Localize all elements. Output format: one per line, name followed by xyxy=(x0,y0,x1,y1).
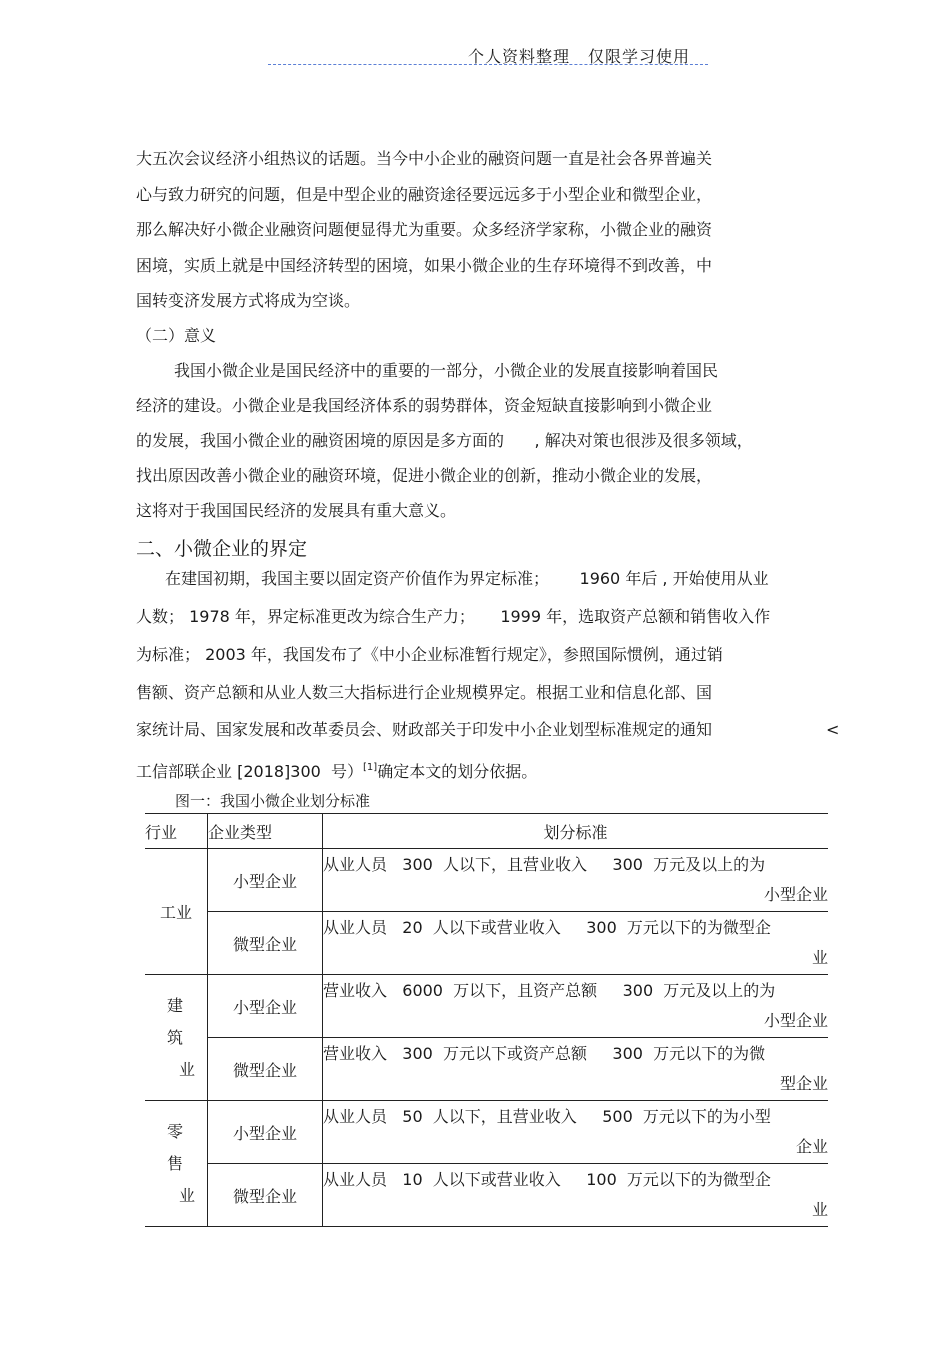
paragraph-line: 经济的建设。小微企业是我国经济体系的弱势群体，资金短缺直接影响到小微企业 xyxy=(136,396,713,415)
standard-line: 从业人员 20 人以下或营业收入 300 万元以下的为微型企 xyxy=(323,918,771,937)
standard-line: 从业人员 10 人以下或营业收入 100 万元以下的为微型企 xyxy=(323,1170,771,1189)
industry-text: 业 xyxy=(178,1185,203,1205)
header-dashed-rule xyxy=(268,64,708,65)
table-caption: 图一：我国小微企业划分标准 xyxy=(175,792,371,810)
table-row xyxy=(145,1101,828,1164)
type-cell: 微型企业 xyxy=(208,912,323,975)
paragraph-line: 国转变济发展方式将成为空谈。 xyxy=(136,291,361,310)
paragraph-line: 困境，实质上就是中国经济转型的困境，如果小微企业的生存环境得不到改善，中 xyxy=(136,256,713,275)
paragraph-line: 为标准； 2003 年，我国发布了《中小企业标准暂行规定》，参照国际惯例，通过销 xyxy=(136,645,723,664)
standard-cell xyxy=(323,1038,829,1101)
table-row xyxy=(145,1038,828,1101)
type-cell: 小型企业 xyxy=(208,975,323,1038)
standard-line: 从业人员 50 人以下，且营业收入 500 万元以下的为小型 xyxy=(323,1107,771,1126)
standard-line: 型企业 xyxy=(779,1074,828,1093)
industry-cell xyxy=(145,1101,208,1227)
citation-ref: [1] xyxy=(363,762,378,773)
table-row xyxy=(145,975,828,1038)
industry-text: 建 筑 xyxy=(166,995,191,1047)
standard-line: 营业收入 300 万元以下或资产总额 300 万元以下的为微 xyxy=(323,1044,766,1063)
paragraph-line-last xyxy=(136,758,537,782)
header-industry: 行业 xyxy=(145,814,208,849)
industry-text: 零 售 xyxy=(166,1121,191,1173)
standard-cell xyxy=(323,912,829,975)
section-heading: 二、小微企业的界定 xyxy=(136,538,308,560)
industry-cell xyxy=(145,975,208,1101)
paragraph-line: 在建国初期，我国主要以固定资产价值作为界定标准； 1960 年后 , 开始使用从业 xyxy=(165,569,769,588)
paragraph-line: 家统计局、国家发展和改革委员会、财政部关于印发中小企业划型标准规定的通知 xyxy=(136,720,713,739)
type-cell: 微型企业 xyxy=(208,1164,323,1227)
industry-text: 业 xyxy=(178,1059,203,1079)
classification-table xyxy=(145,813,828,1227)
standard-line: 小型企业 xyxy=(763,885,828,904)
paragraph-text: 确定本文的划分依据。 xyxy=(377,762,538,781)
standard-cell xyxy=(323,1101,829,1164)
table-header-row xyxy=(145,814,828,849)
header-standard: 划分标准 xyxy=(323,814,829,849)
header-enterprise-type: 企业类型 xyxy=(208,814,323,849)
header-left-text: 个人资料整理 xyxy=(468,47,571,66)
type-cell: 小型企业 xyxy=(208,849,323,912)
paragraph-line: 售额、资产总额和从业人数三大指标进行企业规模界定。根据工业和信息化部、国 xyxy=(136,683,713,702)
paragraph-line: 心与致力研究的问题，但是中型企业的融资途径要远远多于小型企业和微型企业， xyxy=(136,185,713,204)
paragraph-tail-mark: < xyxy=(826,720,840,739)
standard-line: 企业 xyxy=(795,1137,828,1156)
subheading-significance: （二）意义 xyxy=(136,326,217,345)
paragraph-line: 大五次会议经济小组热议的话题。当今中小企业的融资问题一直是社会各界普遍关 xyxy=(136,149,713,168)
standard-line: 小型企业 xyxy=(763,1011,828,1030)
standard-cell xyxy=(323,849,829,912)
table-row xyxy=(145,849,828,912)
standard-line: 业 xyxy=(811,1200,828,1219)
paragraph-line: 的发展，我国小微企业的融资困境的原因是多方面的 , 解决对策也很涉及很多领域， xyxy=(136,431,753,450)
table-row xyxy=(145,1164,828,1227)
standard-line: 营业收入 6000 万以下，且资产总额 300 万元及以上的为 xyxy=(323,981,776,1000)
standard-line: 从业人员 300 人以下，且营业收入 300 万元及以上的为 xyxy=(323,855,766,874)
standard-cell xyxy=(323,1164,829,1227)
standard-line: 业 xyxy=(811,948,828,967)
header-right-text: 仅限学习使用 xyxy=(588,47,691,66)
table-row xyxy=(145,912,828,975)
type-cell: 微型企业 xyxy=(208,1038,323,1101)
industry-cell: 工业 xyxy=(145,849,208,975)
paragraph-line: 人数； 1978 年，界定标准更改为综合生产力； 1999 年，选取资产总额和销售收入作 xyxy=(136,607,771,626)
type-cell: 小型企业 xyxy=(208,1101,323,1164)
paragraph-line: 这将对于我国国民经济的发展具有重大意义。 xyxy=(136,501,457,520)
paragraph-line: 找出原因改善小微企业的融资环境，促进小微企业的创新，推动小微企业的发展， xyxy=(136,466,713,485)
paragraph-line: 我国小微企业是国民经济中的重要的一部分，小微企业的发展直接影响着国民 xyxy=(174,361,719,380)
paragraph-line: 那么解决好小微企业融资问题便显得尤为重要。众多经济学家称，小微企业的融资 xyxy=(136,220,713,239)
standard-cell xyxy=(323,975,829,1038)
paragraph-text: 工信部联企业 [2018]300 号） xyxy=(136,762,364,781)
